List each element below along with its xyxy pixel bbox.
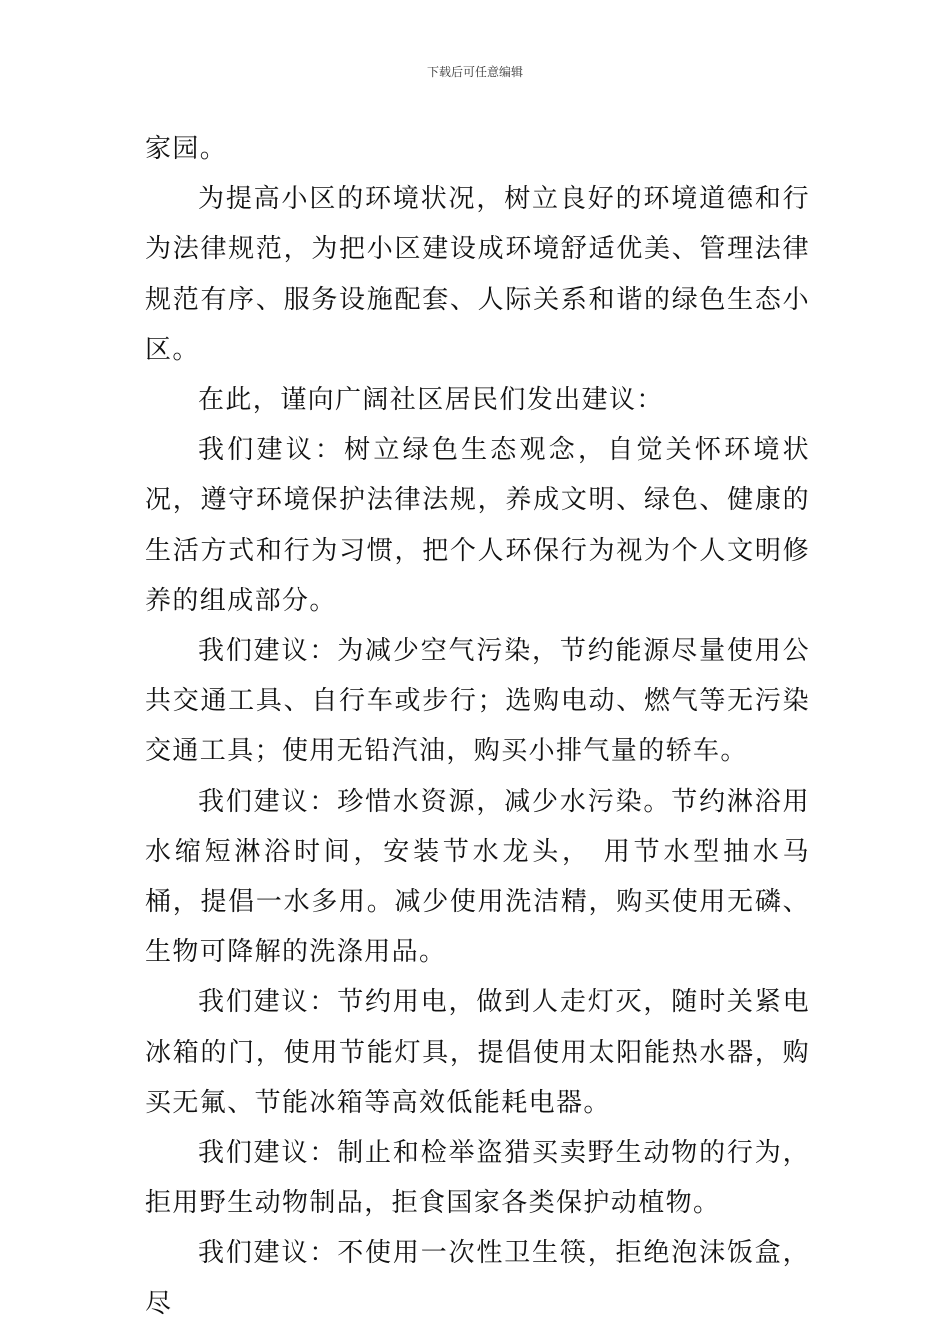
paragraph-continuation: 家园。 xyxy=(145,134,228,164)
paragraph-address: 在此，谨向广阔社区居民们发出建议： xyxy=(198,385,664,416)
paragraph-suggestion-eco: 我们建议：树立绿色生态观念，自觉关怀环境状况，遵守环境保护法律法规，养成文明、绿色、健康的生活方式和行为习惯，把个人环保行为视为个人文明修养的组成部分。 xyxy=(145,435,810,616)
paragraph-suggestion-electricity: 我们建议：节约用电，做到人走灯灭，随时关紧电冰箱的门，使用节能灯具，提倡使用太阳能热水器，购买无氟、节能冰箱等高效低能耗电器。 xyxy=(145,987,810,1118)
paragraph-intro: 为提高小区的环境状况，树立良好的环境道德和行为法律规范，为把小区建设成环境舒适优美、管理法律规范有序、服务设施配套、人际关系和谐的绿色生态小区。 xyxy=(145,184,810,365)
paragraph-suggestion-wildlife: 我们建议：制止和检举盗猎买卖野生动物的行为，拒用野生动物制品，拒食国家各类保护动植物。 xyxy=(145,1138,810,1219)
paragraph-suggestion-air: 我们建议：为减少空气污染，节约能源尽量使用公共交通工具、自行车或步行；选购电动、燃气等无污染交通工具；使用无铅汽油，购买小排气量的轿车。 xyxy=(145,636,810,767)
paragraph-suggestion-disposables: 我们建议：不使用一次性卫生筷，拒绝泡沫饭盒，尽 xyxy=(145,1238,810,1319)
paragraph-suggestion-water: 我们建议：珍惜水资源，减少水污染。节约淋浴用水缩短淋浴时间，安装节水龙头， 用节水型抽水马桶，提倡一水多用。减少使用洗洁精，购买使用无磷、生物可降解的洗涤用品。 xyxy=(145,786,810,968)
document-body xyxy=(145,124,810,1329)
page-header-note: 下载后可任意编辑 xyxy=(426,65,523,79)
